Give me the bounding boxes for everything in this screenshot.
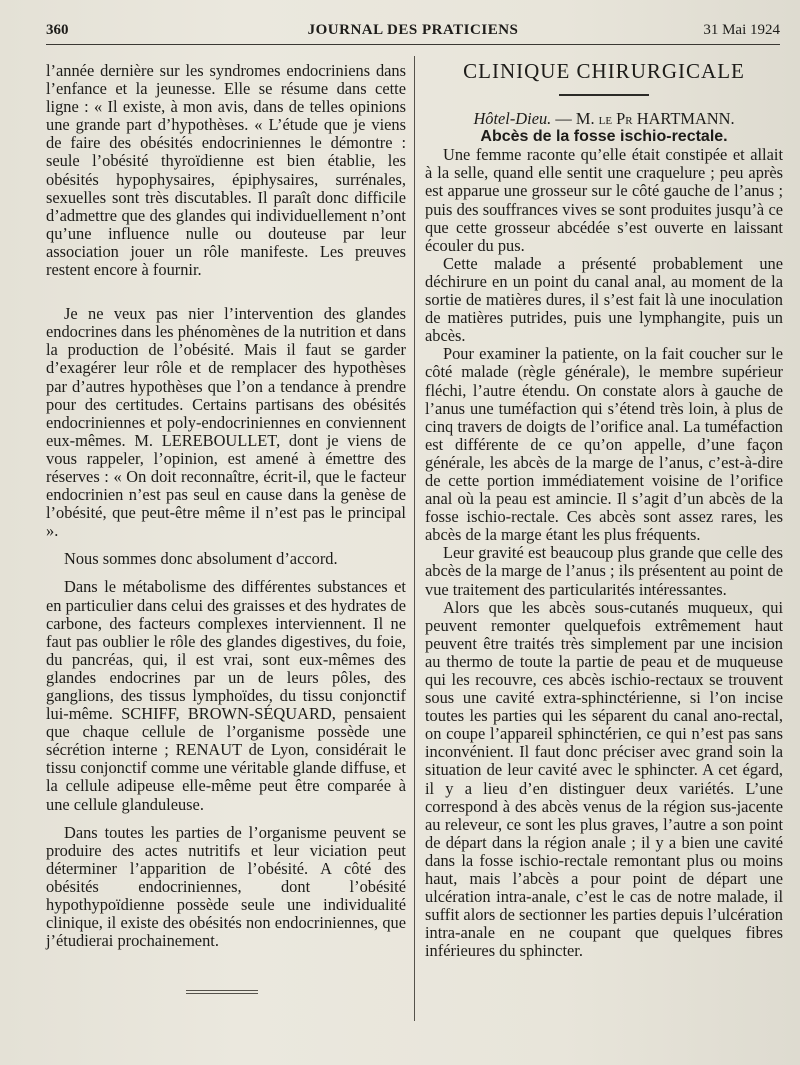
left-paragraph: l’année dernière sur les syndromes endocriniens dans l’enfance et la jeunesse. Elle se résume dans cette ligne : « Il existe, à mon avis, dans de telles opinions une grande part d’hypothèses. « L’étude que je viens de faire des obésités endocriniennes le démontre : seule l’obésité thyroïdienne est bien établie, les obésités hypophysaires, épiphysaires, surrénales, sexuelles sont très discutables. Il paraît donc difficile d’admettre que des glandes qui individuellement n’ont qu’une influence nulle ou douteuse par leur association jouer un rôle manifeste. Les preuves restent encore à fournir. [46, 61, 406, 280]
left-column [46, 62, 406, 996]
right-paragraph: Pour examiner la patiente, on la fait coucher sur le côté malade (règle générale), le membre supérieur fléchi, l’autre étendu. On constate alors à gauche de l’anus une tuméfaction qui s’étend très loin, à plus de cinq travers de doigts de l’orifice anal. La tuméfaction est différente de ce qu’on appelle, d’une façon générale, les abcès de la marge de l’anus, c’est-à-dire de cette portion immédiatement voisine de l’orifice anal où la peau est amincie. Il s’agit d’un abcès de la fosse ischio-rectale. Ces abcès sont assez rares, les abcès de la marge étant les plus fréquents. [425, 344, 783, 545]
end-ornament-rule [186, 990, 258, 994]
right-paragraph: Leur gravité est beaucoup plus grande que celle des abcès de la marge de l’anus ; ils présentent au point de vue traitement des particularités intéressantes. [425, 543, 783, 599]
hospital-name: Hôtel-Dieu. [473, 109, 552, 129]
right-paragraph: Cette malade a présenté probablement une déchirure en un point du canal anal, au moment de la sortie de matières dures, il s’est fait là une inoculation de matières putrides, puis une lymphangite, puis un abcès. [425, 253, 783, 346]
column-divider [414, 56, 415, 1021]
right-paragraph: Alors que les abcès sous-cutanés muqueux, qui peuvent remonter quelquefois extrêmement haut peuvent être traités très simplement par une incision au thermo de toute la partie de peau et de muqueuse qui les recouvre, ces abcès ischio-rectaux se trouvent sous une cavité extra-sphinctérienne, si l’on incise toutes les parties qui les séparent du canal ano-rectal, on coupe l’appareil sphinctérien, ce qui n’est pas sans inconvénient. Il faut donc préciser avec grand soin la situation de leur cavité avec le sphincter. A cet égard, il y a lieu d’en distinguer deux variétés. L’une correspond à des abcès venus de la région sus-jacente au releveur, ce sont les plus graves, l’autre a son point de départ dans la région anale ; il y a bien une cavité dans la fosse ischio-rectale remontant plus ou moins haut, mais l’abcès a pour point de départ une ulcération intra-anale, c’est le cas de notre malade, il suffit alors de sectionner les parties depuis l’ulcération intra-anale en ne coupant que quelques fibres inférieures du sphincter. [425, 597, 783, 961]
left-paragraph: Nous sommes donc absolument d’accord. [64, 549, 338, 569]
running-header [46, 20, 780, 42]
left-paragraph: Dans toutes les parties de l’organisme peuvent se produire des actes nutritifs et leur viciation peut déterminer l’apparition de l’obésité. A côté des obésités endocriniennes, dont l’obésité hypothypoïdienne possède seule une individualité clinique, il existe des obésités non endocriniennes, que j’étudierai prochainement. [46, 822, 406, 951]
page-number: 360 [46, 22, 69, 38]
left-paragraph: Je ne veux pas nier l’intervention des glandes endocrines dans les phénomènes de la nutrition et dans la production de l’obésité. Mais il faut se garder d’exagérer leur rôle et de remplacer des hypothèses par d’autres hypothèses que l’on a tendance à prendre pour des certitudes. Certains partisans des obésités endocriniennes et poly-endocriniennes en conviennent eux-mêmes. M. LEREBOULLET, dont je viens de vous rappeler, l’opinion, est amené à émettre des réserves : « On doit reconnaître, écrit-il, que le facteur endocrinien n’est pas seul en cause dans la genèse de l’obésité, que peut-être même il n’est pas le principal ». [46, 304, 406, 541]
lecturer-name: — M. le Pr HARTMANN. [555, 109, 735, 129]
section-title: CLINIQUE CHIRURGICALE [463, 59, 745, 83]
left-paragraph: Dans le métabolisme des différentes substances et en particulier dans celui des graisses et des hydrates de carbone, des facteurs complexes interviennent. Il ne faut pas oublier le rôle des glandes digestives, du foie, du pancréas, qui, il est vrai, sont eux-mêmes des glandes endocrines par un de leurs pôles, des ganglions, des tissus lymphoïdes, du tissu conjonctif lui-même. SCHIFF, BROWN-SÉQUARD, pensaient que chaque cellule de l’organisme possède une sécrétion interne ; RENAUT de Lyon, considérait le tissu conjonctif comme une véritable glande diffuse, et la cellule adipeuse elle-même peut être comparée à une cellule glanduleuse. [46, 577, 407, 814]
hospital-line [425, 110, 783, 128]
article-subtitle: Abcès de la fosse ischio-rectale. [480, 128, 728, 146]
journal-title: JOURNAL DES PRATICIENS [307, 22, 519, 38]
right-paragraph: Une femme raconte qu’elle était constipée et allait à la selle, quand elle sentit une craquelure ; peu après est apparue une grosseur sur le côté gauche de l’anus ; puis des souffrances vives se sont produites jusqu’à ce que cette grosseur abcédée s’est ouverte en laissant écouler du pus. [425, 145, 783, 255]
section-rule [559, 94, 649, 96]
right-column [425, 59, 783, 961]
issue-date: 31 Mai 1924 [703, 22, 780, 38]
header-rule [46, 44, 780, 45]
